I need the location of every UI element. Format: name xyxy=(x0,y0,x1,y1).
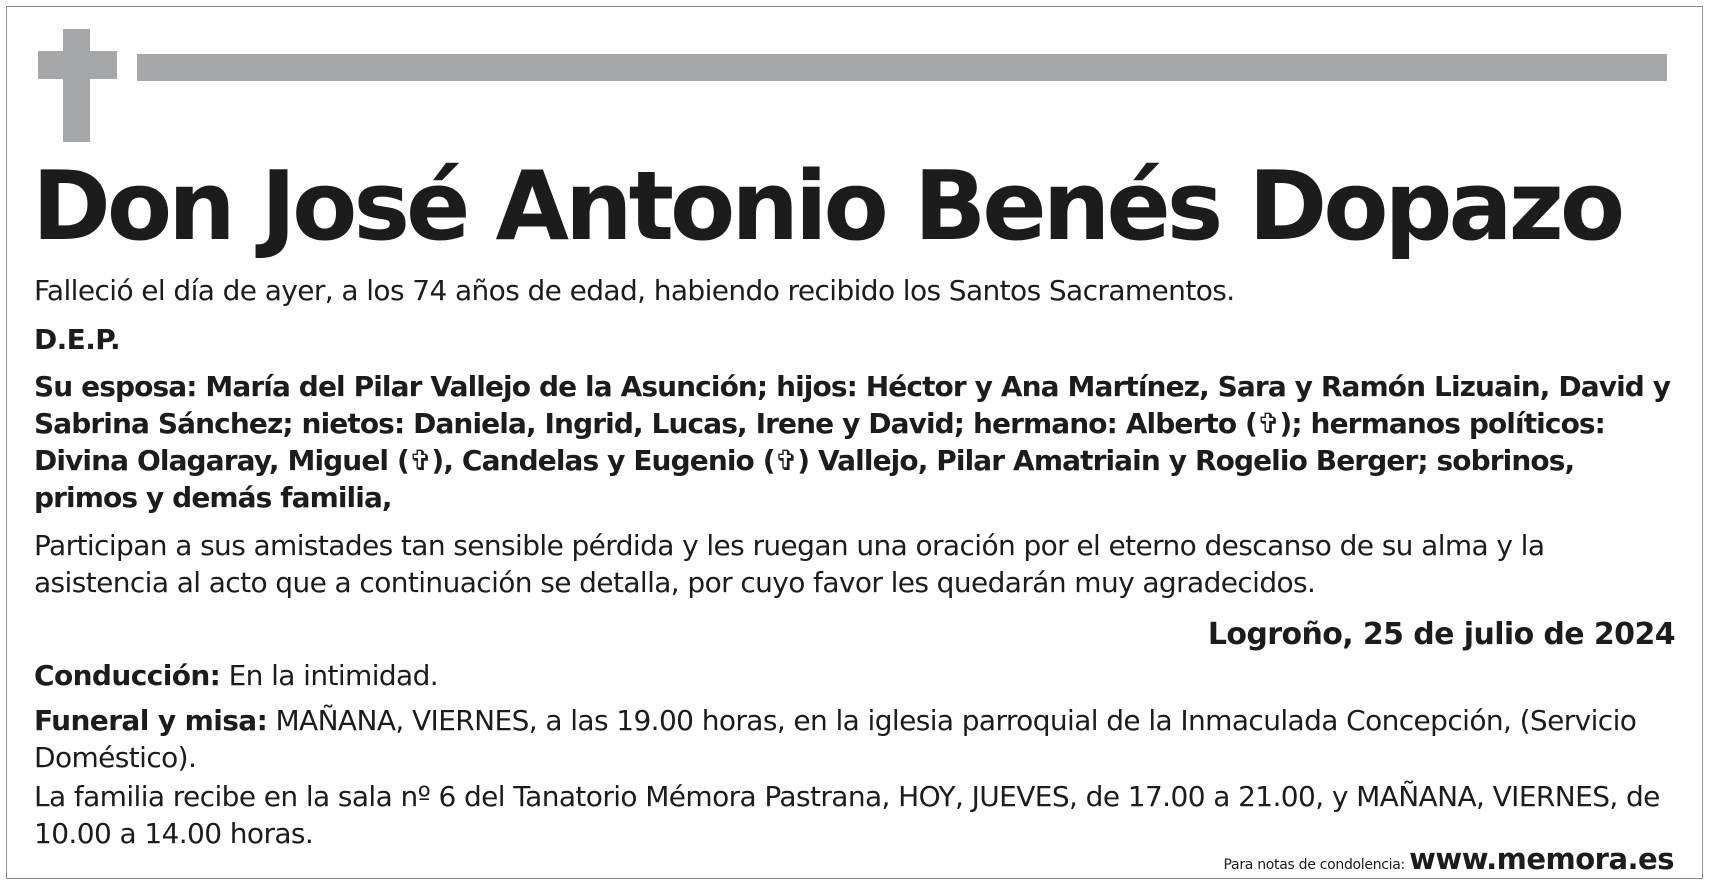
condolence-website-link[interactable]: www.memora.es xyxy=(1409,842,1674,876)
cross-horizontal-bar xyxy=(38,51,117,79)
rip-text: D.E.P. xyxy=(34,323,121,356)
family-list: Su esposa: María del Pilar Vallejo de la Asunción; hijos: Héctor y Ana Martínez, Sara y Ramón Lizuain, David y Sabrina Sánchez; nietos: Daniela, Ingrid, Lucas, Irene y David; hermano: Alberto (✞); hermanos políticos: Divina Olagaray, Miguel (✞), Candelas y Eugenio (✞) Vallejo, Pilar Amatriain y Rogelio Berger; sobrinos, primos y demás familia, xyxy=(34,370,1671,514)
place-date: Logroño, 25 de julio de 2024 xyxy=(1207,617,1675,652)
deceased-name: Don José Antonio Benés Dopazo xyxy=(32,152,1622,262)
funeral-value: MAÑANA, VIERNES, a las 19.00 horas, en la iglesia parroquial de la Inmaculada Concepción, (Servicio Doméstico). xyxy=(34,704,1637,774)
death-announcement: Falleció el día de ayer, a los 74 años de edad, habiendo recibido los Santos Sacramentos. xyxy=(34,274,1235,307)
conduccion-line xyxy=(34,657,1674,694)
funeral-line xyxy=(34,702,1674,776)
header-divider-bar xyxy=(137,54,1667,81)
condolence-footer xyxy=(1224,843,1674,881)
wake-info: La familia recibe en la sala nº 6 del Tanatorio Mémora Pastrana, HOY, JUEVES, de 17.00 a 21.00, y MAÑANA, VIERNES, de 10.00 a 14.00 horas. xyxy=(34,780,1660,850)
conduccion-value: En la intimidad. xyxy=(220,659,439,692)
funeral-label: Funeral y misa: xyxy=(34,704,268,737)
participation-text: Participan a sus amistades tan sensible pérdida y les ruegan una oración por el eterno descanso de su alma y la asistencia al acto que a continuación se detalla, por cuyo favor les quedarán muy agradecidos. xyxy=(34,529,1545,599)
conduccion-label: Conducción: xyxy=(34,659,221,692)
cross-vertical-bar xyxy=(63,29,90,142)
condolence-label: Para notas de condolencia: xyxy=(1223,857,1410,873)
